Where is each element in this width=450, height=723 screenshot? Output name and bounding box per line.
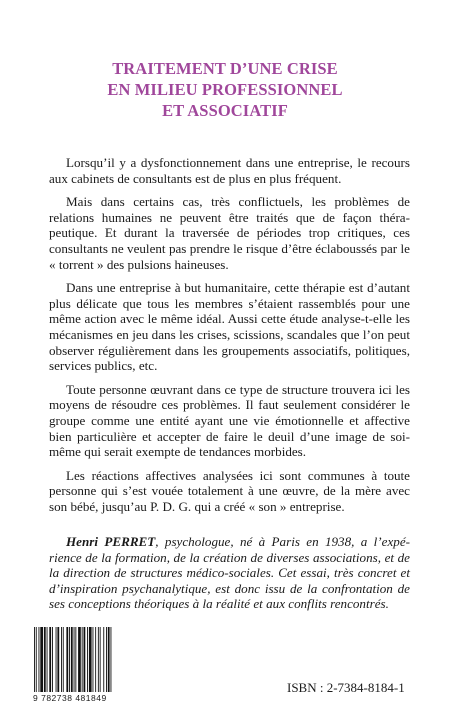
isbn-number: ISBN : 2-7384-8184-1 xyxy=(287,680,405,695)
title-line-1: TRAITEMENT D’UNE CRISE xyxy=(112,59,338,78)
book-title xyxy=(0,58,450,121)
blurb-paragraph-3: Dans une entreprise à but humanitaire, cette thérapie est d’autant plus délicate que tous les membres s’étaient rassemblés pour une même action avec le même idéal. Aussi cette étude analyse-t-elle les mécanismes en jeu dans les crises, scissions, scandales que l’on peut observer régulièrement dans les groupements associatifs, politiques, services publics, etc. xyxy=(49,280,410,374)
author-bio xyxy=(49,534,410,612)
blurb-paragraph-1: Lorsqu’il y a dysfonctionnement dans une entreprise, le recours aux cabinets de consultants est de plus en plus fréquent. xyxy=(49,155,410,186)
blurb-paragraph-2: Mais dans certains cas, très conflictuels, les problèmes de relations humaines ne peuvent être traités que de façon thérapeutique. Et durant la traversée de périodes trop critiques, ces consultants ne veulent pas prendre le risque d’être éclaboussés par le « torrent » des pulsions haineuses. xyxy=(49,194,410,272)
blurb-paragraph-4: Toute personne œuvrant dans ce type de structure trouvera ici les moyens de résoudre ces problèmes. Il faut seulement considérer le groupe comme une entité ayant une vie émotionnelle et affective bien particulière et accepter de faire le deuil d’une image de soi-même qui serait exempte de tendances morbides. xyxy=(49,381,410,460)
blurb-paragraph-5: Les réactions affectives analysées ici sont communes à toute personne qui s’est vouée totalement à une œuvre, de la mère avec son bébé, jusqu’au P. D. G. qui a créé « son » entreprise. xyxy=(49,467,410,514)
author-bio-text: , psychologue, né à Paris en 1938, a l’expérience de la formation, de la création de diverses associations, et de la direction de structures médico-sociales. Cet essai, très concret et d’inspiration psychanalytique, est donc issu de la confrontation de ses conceptions théoriques à la réalité et aux conflits rencontrés. xyxy=(49,534,411,612)
author-name: Henri PERRET xyxy=(66,534,156,549)
title-line-2: EN MILIEU PROFESSIONNEL xyxy=(107,80,343,99)
blurb-text xyxy=(49,155,410,522)
barcode-number: 9 782738 481849 xyxy=(33,693,107,703)
barcode-icon xyxy=(33,627,139,692)
title-line-3: ET ASSOCIATIF xyxy=(162,101,288,120)
